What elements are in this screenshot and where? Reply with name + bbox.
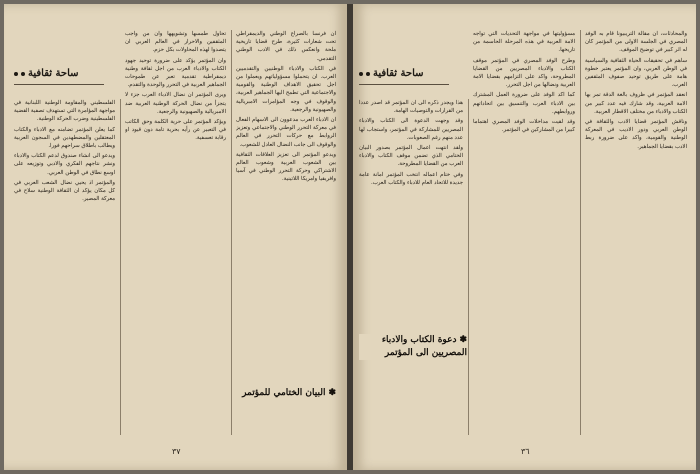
column-divider xyxy=(580,30,581,435)
section-heading xyxy=(359,334,467,360)
rubric-underline xyxy=(14,84,104,85)
paragraph: وطرح الوفد المصري في المؤتمر موقف الكتاب والادباء المصريين من القضايا المطروحة، واكد على التزامهم بقضايا الامة العربية ونضالها من اجل التحرر. xyxy=(473,57,575,89)
paragraph: كما يعلن المؤتمر تضامنه مع الادباء والكتاب المعتقلين والمضطهدين في السجون العربية ويطالب باطلاق سراحهم فورا. xyxy=(14,126,115,150)
paragraph: وفي ختام اعماله انتخب المؤتمر امانة عامة جديدة للاتحاد العام للادباء والكتاب العرب. xyxy=(359,171,463,186)
paragraph: الفلسطيني والمقاومة الوطنية اللبنانية في مواجهة المؤامرة التي تستهدف تصفية القضية الفلسطينية وضرب الحركة الوطنية. xyxy=(14,100,115,123)
paragraph: تحاول طمسها وتشويهها وان من واجب المثقفين والاحرار في العالم العربي ان يتصدوا لهذه المحاولات بكل حزم. xyxy=(125,31,226,54)
paragraph: ويرى المؤتمر ان نضال الادباء العرب جزء لا يتجزأ من نضال الحركة الوطنية العربية ضد الامبريالية والصهيونية والرجعية. xyxy=(125,92,226,115)
page-number-right: ٣٦ xyxy=(521,447,530,456)
paragraph: وقد وجهت الدعوة الى الكتاب والادباء المصريين للمشاركة في المؤتمر، واستجاب لها عدد منهم رغم الصعوبات. xyxy=(359,118,463,141)
bullet-icon xyxy=(366,72,370,76)
magazine-spread xyxy=(4,4,696,470)
paragraph: والمؤتمر اذ يحيي نضال الشعب العربي في كل مكان يؤكد ان الثقافة الوطنية سلاح في معركة المصير. xyxy=(14,179,115,203)
paragraph: مسؤوليتها في مواجهة التحديات التي تواجه الامة العربية في هذه المرحلة الحاسمة من تاريخها. xyxy=(473,31,575,54)
page-right xyxy=(353,4,696,470)
asterisk-icon: ✽ xyxy=(459,335,467,345)
text-column-right xyxy=(236,30,336,430)
text-column-left xyxy=(359,99,463,435)
heading-line: المصريين الى المؤتمر xyxy=(384,348,467,358)
page-number-left: ٣٧ xyxy=(172,447,181,456)
paragraph: ويدعو الى انشاء صندوق لدعم الكتاب والادباء ونشر نتاجهم الفكري والادبي وتوزيعه على اوسع نطاق في الوطن العربي. xyxy=(14,153,115,176)
column-divider xyxy=(468,99,469,435)
section-rubric-right xyxy=(359,68,424,79)
bullet-icon xyxy=(14,72,18,76)
paragraph: والمحادثات، ان مقالة التريبيونا قام به الوفد المصري في الجلسة الاولى من المؤتمر كان له اثر كبير في توضيح الموقف. xyxy=(585,31,687,54)
heading-text: البيان الختامي للمؤتمر xyxy=(242,388,326,398)
paragraph: هذا ويجدر ذكره الى ان المؤتمر قد اصدر عددا من القرارات والتوصيات الهامة. xyxy=(359,100,463,115)
paragraph: ويؤكد المؤتمر على حرية الكلمة وحق الكاتب في التعبير عن رأيه بحرية تامة دون قيود او رقابة تعسفية. xyxy=(125,119,226,142)
rubric-underline xyxy=(359,84,449,85)
paragraph: ويدعو المؤتمر الى تعزيز العلاقات الثقافية بين الشعوب العربية وشعوب العالم الاشتراكي وحركة التحرر الوطني في آسيا وافريقيا وامريكا اللاتينية. xyxy=(236,151,336,183)
rubric-label: ساحة ثقافية xyxy=(373,68,424,79)
bullet-icon xyxy=(21,72,25,76)
text-column-middle xyxy=(473,30,575,435)
text-column-middle xyxy=(125,30,226,435)
rubric-label: ساحة ثقافية xyxy=(28,68,79,79)
paragraph: وناقش المؤتمر قضايا الادب والثقافة في الوطن العربي ودور الاديب في المعركة الوطنية والقومية، واكد على ضرورة ربط الادب بقضايا الجماهير. xyxy=(585,119,687,150)
paragraph: ولقد انتهت اعمال المؤتمر بصدور البيان الختامي الذي تضمن موقف الكتاب والادباء العرب من القضايا المطروحة. xyxy=(359,145,463,168)
paragraph: كما اكد الوفد على ضرورة العمل المشترك بين الادباء العرب والتنسيق بين اتحاداتهم وروابطهم. xyxy=(473,92,575,115)
asterisk-icon: ✽ xyxy=(328,388,336,398)
paragraph: ساهم في تحقيقات الحياة الثقافية والسياسية في الوطن العربي، وان المؤتمر يعتبر خطوة هامة على طريق توحيد صفوف المثقفين العرب. xyxy=(585,57,687,89)
section-rubric-left xyxy=(14,68,79,79)
final-statement-heading xyxy=(236,388,336,398)
column-divider xyxy=(231,30,232,435)
paragraph: وقد لقيت مداخلات الوفد المصري اهتماما كبيرا من المشاركين في المؤتمر. xyxy=(473,119,575,134)
paragraph: وان المؤتمر يؤكد على ضرورة توحيد جهود الكتاب والادباء العرب من اجل ثقافة وطنية ديمقراطية تقدمية تعبر عن طموحات الجماهير العربية في التحرر والوحدة والتقدم. xyxy=(125,57,226,89)
paragraph: ان فرنسا بالصراع الوطني والديمقراطي تحت شعارات كثيرة، طرح قضايا تاريخية ملحة وانعكس ذلك في الادب الوطني التقدمي. xyxy=(236,31,336,62)
paragraph: انعقد المؤتمر في ظروف بالغة الدقة تمر بها الامة العربية، وقد شارك فيه عدد كبير من الكتاب والادباء من مختلف الاقطار العربية. xyxy=(585,92,687,115)
page-left xyxy=(4,4,347,470)
bullet-icon xyxy=(359,72,363,76)
column-divider xyxy=(120,99,121,435)
text-column-left xyxy=(14,99,115,435)
heading-line: دعوة الكتاب والادباء xyxy=(381,335,457,345)
paragraph: ان الادباء العرب مدعوون الى الاسهام الفعال في معركة التحرر الوطني والاجتماعي وتعزيز الروابط مع حركات التحرر في العالم والوقوف الى جانب النضال العادل للشعوب. xyxy=(236,117,336,148)
paragraph: في الكتاب والادباء الوطنيين والتقدميين العرب. ان يتحملوا مسؤولياتهم ويعملوا من اجل تحقيق الاهداف الوطنية والقومية والاجتماعية التي تطمح اليها الجماهير العربية، والوقوف في وجه المؤامرات الامبريالية والصهيونية والرجعية. xyxy=(236,65,336,113)
text-column-right xyxy=(585,30,687,435)
